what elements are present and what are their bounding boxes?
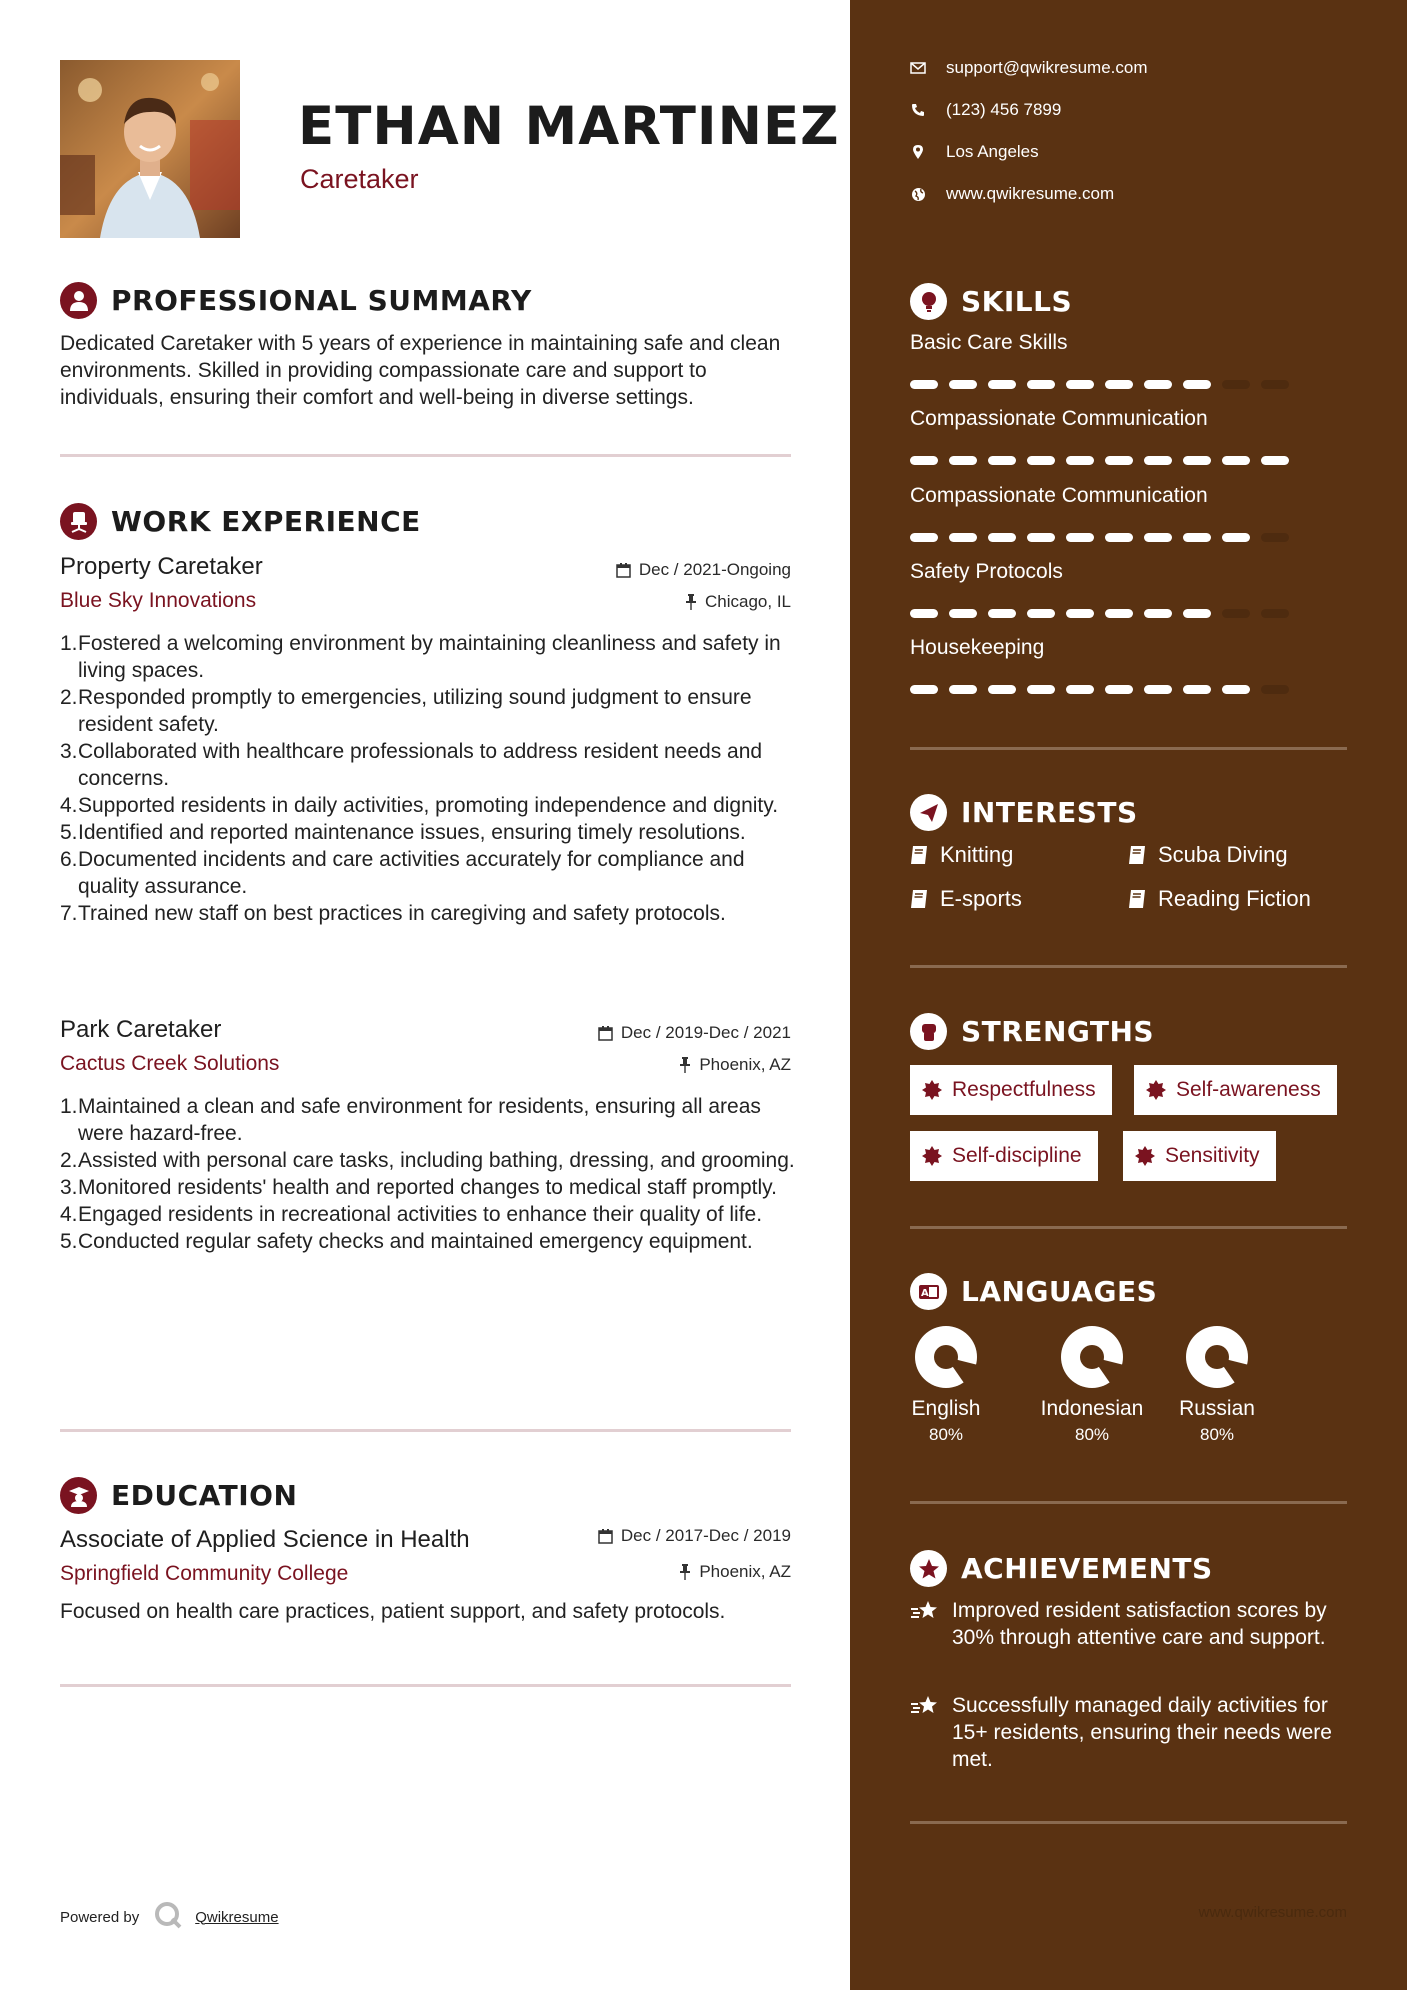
book-icon [1128, 845, 1146, 865]
book-icon [910, 889, 928, 909]
interests-header [910, 794, 1138, 831]
book-icon [910, 845, 928, 865]
pushpin-icon [679, 1057, 691, 1073]
list-item: 4. Engaged residents in recreational activities to enhance their quality of life. [60, 1203, 763, 1226]
skill-dot [1027, 533, 1055, 542]
skill-dot [1222, 685, 1250, 694]
section-divider [60, 454, 791, 457]
interest-item: Scuba Diving [1128, 842, 1288, 868]
list-item: 3. Collaborated with healthcare professionals to address resident needs and concerns. [60, 740, 763, 790]
education-description: Focused on health care practices, patient support, and safety protocols. [60, 1600, 726, 1623]
skill-dot [1261, 609, 1289, 618]
skill-dot [988, 533, 1016, 542]
job-title: Park Caretaker [60, 1016, 222, 1043]
badge-icon [922, 1080, 942, 1100]
globe-icon [910, 187, 926, 202]
skill-dot [1105, 456, 1133, 465]
footer-website: www.qwikresume.com [1198, 1904, 1347, 1921]
skill-dot [1183, 380, 1211, 389]
skill-dot [910, 456, 938, 465]
skill-dot [1222, 609, 1250, 618]
skill-dot [1261, 533, 1289, 542]
skill-dot [949, 609, 977, 618]
pushpin-icon [679, 1564, 691, 1580]
section-divider [60, 1684, 791, 1687]
job-title: Property Caretaker [60, 553, 263, 580]
achievements-heading: ACHIEVEMENTS [961, 1552, 1213, 1585]
skill-name: Compassionate Communication [910, 407, 1208, 430]
job-date-text: Dec / 2021-Ongoing [638, 560, 791, 579]
skill-dot [988, 685, 1016, 694]
skill-dot [1222, 456, 1250, 465]
section-divider [910, 1821, 1347, 1824]
skill-dot [1066, 533, 1094, 542]
language-percent: 80% [1074, 1425, 1110, 1444]
skill-dot [1066, 609, 1094, 618]
job-date [616, 560, 791, 580]
section-divider [910, 965, 1347, 968]
qwikresume-logo-icon [153, 1900, 183, 1934]
achievement-item: Successfully managed daily activities for 15+ residents, ensuring their needs were met. [910, 1692, 1350, 1773]
summary-text: Dedicated Caretaker with 5 years of experience in maintaining safe and clean environments. Skilled in providing compassionate care and support to individuals, ensuring their comfort and well-being in diverse settings. [60, 332, 781, 409]
language-item [1162, 1325, 1272, 1445]
calendar-icon [616, 563, 631, 578]
skill-dot [1066, 380, 1094, 389]
job-date [598, 1023, 791, 1043]
lightbulb-icon [910, 283, 947, 320]
skill-dot [1144, 380, 1172, 389]
strengths-header [910, 1013, 1154, 1050]
experience-header [60, 503, 421, 540]
badge-icon [922, 1146, 942, 1166]
interest-item: Reading Fiction [1128, 886, 1311, 912]
languages-heading: LANGUAGES [961, 1275, 1158, 1308]
job-company: Cactus Creek Solutions [60, 1052, 280, 1075]
skill-dot [988, 609, 1016, 618]
skill-dot [1027, 609, 1055, 618]
education-location-text: Phoenix, AZ [699, 1562, 791, 1581]
language-name: English [911, 1397, 981, 1420]
skill-dot [1144, 685, 1172, 694]
interest-item: E-sports [910, 886, 1022, 912]
list-item: 7. Trained new staff on best practices in caregiving and safety protocols. [60, 902, 726, 925]
job-date-text: Dec / 2019-Dec / 2021 [620, 1023, 791, 1042]
skill-dot [988, 380, 1016, 389]
powered-by-label: Powered by [60, 1908, 140, 1926]
skill-dot [1066, 685, 1094, 694]
job-location-text: Chicago, IL [705, 592, 791, 611]
section-divider [910, 747, 1347, 750]
skill-name: Safety Protocols [910, 560, 1063, 583]
pushpin-icon [685, 594, 697, 610]
candidate-name: ETHAN MARTINEZ [298, 96, 840, 157]
education-location [679, 1562, 791, 1582]
shooting-star-icon [910, 1599, 940, 1623]
list-item: 2. Assisted with personal care tasks, including bathing, dressing, and grooming. [60, 1149, 795, 1172]
skill-dot [949, 456, 977, 465]
degree-title: Associate of Applied Science in Health [60, 1526, 470, 1553]
candidate-title: Caretaker [300, 164, 419, 194]
skill-dot [1105, 609, 1133, 618]
language-percent: 80% [928, 1425, 964, 1444]
phone-icon [910, 103, 926, 117]
strength-badge: Respectfulness [910, 1065, 1112, 1115]
achievement-item: Improved resident satisfaction scores by 30% through attentive care and support. [910, 1597, 1350, 1651]
office-chair-icon [60, 503, 97, 540]
skill-dot [949, 533, 977, 542]
skills-header [910, 283, 1072, 320]
badge-icon [1146, 1080, 1166, 1100]
skill-dot [949, 685, 977, 694]
job-company: Blue Sky Innovations [60, 589, 257, 612]
skill-dot [1183, 685, 1211, 694]
qwikresume-link[interactable]: Qwikresume [195, 1908, 279, 1926]
skill-dot [1105, 380, 1133, 389]
skill-dot [1261, 380, 1289, 389]
skill-dot [1183, 609, 1211, 618]
education-heading: EDUCATION [111, 1479, 298, 1512]
section-divider [60, 1429, 791, 1432]
skill-dot [1144, 609, 1172, 618]
raised-fist-icon [910, 1013, 947, 1050]
skill-dot [1105, 685, 1133, 694]
language-name: Indonesian [1040, 1397, 1144, 1420]
job-bullets [60, 1093, 795, 1255]
language-percent: 80% [1199, 1425, 1235, 1444]
list-item: 1. Fostered a welcoming environment by maintaining cleanliness and safety in living spaces. [60, 632, 781, 682]
star-icon [910, 1550, 947, 1587]
skill-dot [1105, 533, 1133, 542]
section-divider [910, 1501, 1347, 1504]
location-text: Los Angeles [946, 142, 1039, 161]
contact-phone[interactable] [910, 100, 1061, 120]
skill-dot [1222, 533, 1250, 542]
translate-icon [910, 1273, 947, 1310]
language-level-donut [1185, 1325, 1249, 1389]
list-item: 1. Maintained a clean and safe environment for residents, ensuring all areas were hazard-free. [60, 1095, 761, 1145]
skill-dot [910, 380, 938, 389]
skill-dot [910, 685, 938, 694]
paper-plane-icon [910, 794, 947, 831]
list-item: 5. Identified and reported maintenance issues, ensuring timely resolutions. [60, 821, 746, 844]
skill-rating [910, 533, 1289, 542]
skill-dot [988, 456, 1016, 465]
language-level-donut [1060, 1325, 1124, 1389]
job-location [679, 1055, 791, 1075]
section-divider [910, 1226, 1347, 1229]
skill-rating [910, 380, 1289, 389]
skill-dot [1144, 533, 1172, 542]
skill-name: Compassionate Communication [910, 484, 1208, 507]
skill-rating [910, 456, 1289, 465]
skill-name: Basic Care Skills [910, 331, 1068, 354]
education-date [598, 1526, 791, 1546]
shooting-star-icon [910, 1694, 940, 1718]
language-level-donut [914, 1325, 978, 1389]
skill-dot [910, 533, 938, 542]
summary-header [60, 282, 532, 319]
skill-dot [1222, 380, 1250, 389]
list-item: 5. Conducted regular safety checks and maintained emergency equipment. [60, 1230, 753, 1253]
school-name: Springfield Community College [60, 1562, 349, 1585]
language-item [891, 1325, 1001, 1445]
skill-dot [910, 609, 938, 618]
education-header [60, 1477, 297, 1514]
skill-dot [1066, 456, 1094, 465]
strength-badge: Self-discipline [910, 1131, 1098, 1181]
contact-email[interactable] [910, 58, 1148, 78]
skill-dot [1027, 685, 1055, 694]
language-item [1037, 1325, 1147, 1445]
achievements-header [910, 1550, 1213, 1587]
location-pin-icon [910, 144, 926, 160]
summary-heading: PROFESSIONAL SUMMARY [111, 284, 532, 317]
list-item: 2. Responded promptly to emergencies, utilizing sound judgment to ensure resident safety. [60, 686, 752, 736]
book-icon [1128, 889, 1146, 909]
list-item: 6. Documented incidents and care activities accurately for compliance and quality assurance. [60, 848, 745, 898]
graduate-icon [60, 1477, 97, 1514]
interests-heading: INTERESTS [961, 796, 1138, 829]
job-bullets [60, 630, 795, 927]
skill-dot [1183, 533, 1211, 542]
envelope-icon [910, 62, 926, 74]
strength-badge: Sensitivity [1123, 1131, 1276, 1181]
skills-heading: SKILLS [961, 285, 1073, 318]
skill-rating [910, 609, 1289, 618]
list-item: 3. Monitored residents' health and reported changes to medical staff promptly. [60, 1176, 777, 1199]
powered-by [60, 1900, 279, 1934]
languages-header [910, 1273, 1157, 1310]
list-item: 4. Supported residents in daily activities, promoting independence and dignity. [60, 794, 779, 817]
job-location-text: Phoenix, AZ [699, 1055, 791, 1074]
skill-dot [1183, 456, 1211, 465]
profile-photo [60, 60, 240, 238]
skill-dot [1027, 380, 1055, 389]
skill-name: Housekeeping [910, 636, 1045, 659]
experience-heading: WORK EXPERIENCE [111, 505, 421, 538]
education-date-text: Dec / 2017-Dec / 2019 [620, 1526, 791, 1545]
website-text: www.qwikresume.com [946, 184, 1115, 203]
calendar-icon [598, 1529, 613, 1544]
skill-rating [910, 685, 1289, 694]
phone-text: (123) 456 7899 [946, 100, 1062, 119]
skill-dot [1027, 456, 1055, 465]
calendar-icon [598, 1026, 613, 1041]
contact-location [910, 142, 1039, 162]
sidebar [850, 0, 1407, 1990]
svg-text:A: A [920, 1287, 929, 1299]
strengths-heading: STRENGTHS [961, 1015, 1155, 1048]
skill-dot [949, 380, 977, 389]
job-location [685, 592, 791, 612]
skill-dot [1261, 685, 1289, 694]
strength-badge: Self-awareness [1134, 1065, 1337, 1115]
language-name: Russian [1179, 1397, 1255, 1420]
badge-icon [1135, 1146, 1155, 1166]
skill-dot [1261, 456, 1289, 465]
email-text: support@qwikresume.com [946, 58, 1148, 77]
contact-website[interactable] [910, 184, 1114, 204]
skill-dot [1144, 456, 1172, 465]
interest-item: Knitting [910, 842, 1013, 868]
user-icon [60, 282, 97, 319]
